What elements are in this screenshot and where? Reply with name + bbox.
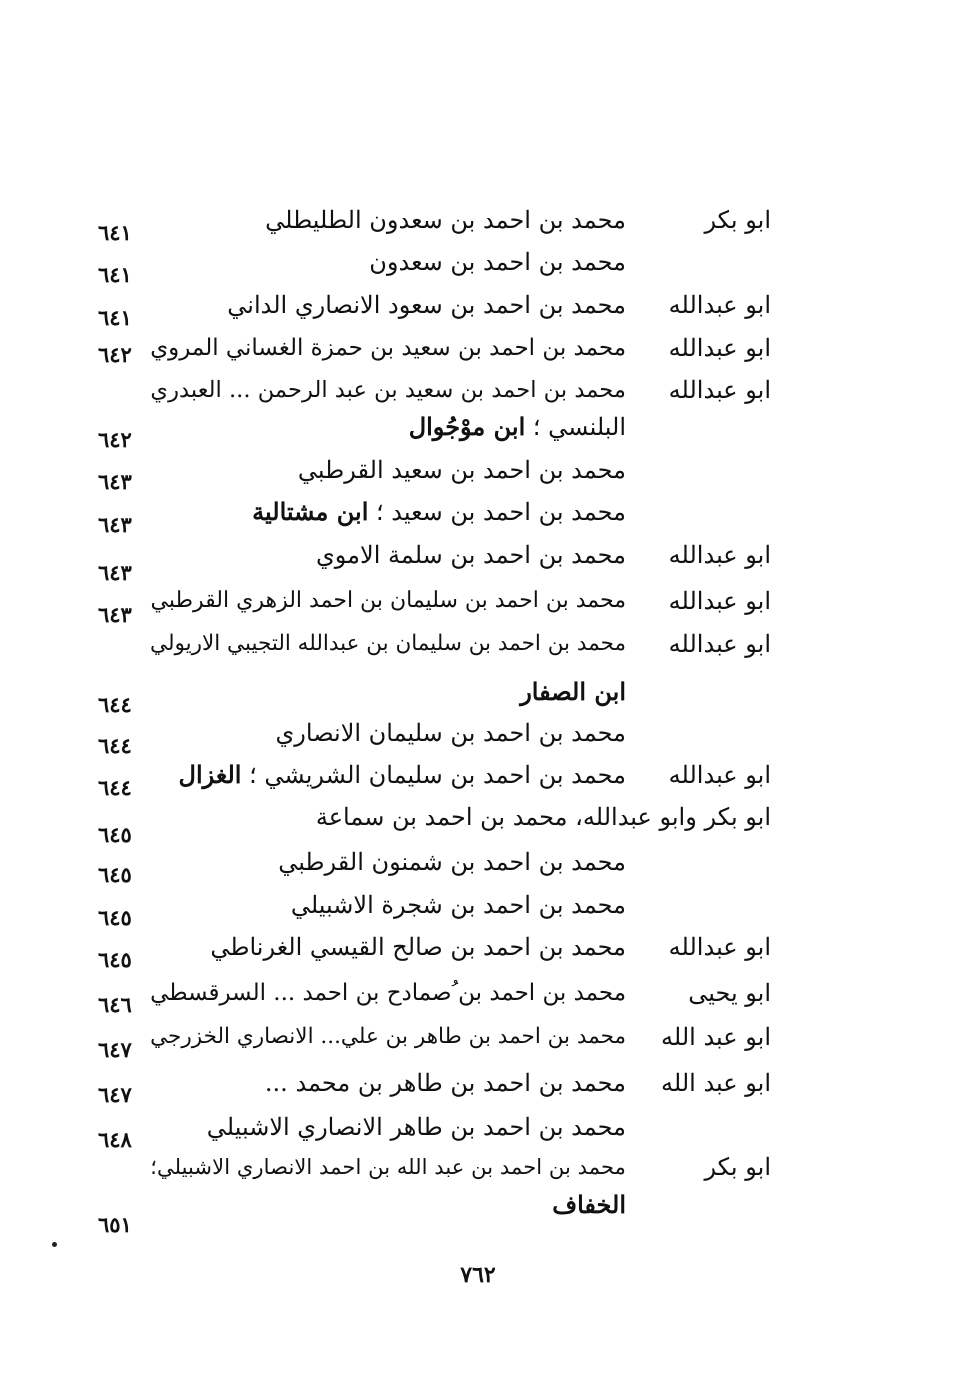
- entry-kunya: ابو يحيى: [688, 979, 771, 1007]
- entry-name: [520, 677, 626, 707]
- stray-dot: [52, 1242, 57, 1247]
- entry-kunya: ابو عبدالله: [668, 291, 771, 319]
- entry-laqab: الخفاف: [552, 1190, 626, 1219]
- entry-name-text: محمد بن احمد بن سعيد بن حمزة الغساني المروي: [150, 335, 626, 361]
- entry-name-text: محمد بن احمد بن سعدون: [369, 248, 626, 276]
- entry-name-text: محمد بن احمد بن سعيد بن عبد الرحمن ... العبدري: [150, 377, 626, 403]
- entry-page-number: ٦٤٧: [98, 1037, 132, 1062]
- entry-name-text: محمد بن احمد بن طاهر بن علي... الانصاري الخزرجي: [150, 1024, 626, 1049]
- entry-name: [278, 847, 626, 877]
- entry-name: [409, 412, 626, 442]
- entry-name-text: محمد بن احمد بن طاهر الانصاري الاشبيلي: [206, 1113, 626, 1141]
- entry-name: [298, 455, 626, 485]
- entry-name: [265, 205, 626, 235]
- entry-name: [552, 1190, 626, 1220]
- entry-kunya: ابو عبدالله: [668, 933, 771, 961]
- entry-page-number: ٦٤٢: [98, 342, 132, 367]
- entry-name-text: محمد بن احمد بن شمنون القرطبي: [278, 848, 626, 876]
- entry-name: [369, 247, 626, 277]
- entry-kunya: ابو بكر: [704, 1153, 771, 1181]
- entry-page-number: ٦٤٧: [98, 1082, 132, 1107]
- entry-name: [150, 375, 626, 405]
- entry-name: [291, 890, 626, 920]
- entry-name-text: البلنسي ؛: [532, 413, 626, 441]
- entry-page-number: ٦٥١: [98, 1212, 132, 1237]
- entry-name-text: محمد بن احمد بن سليمان بن عبدالله التجيبي الاريولي: [150, 631, 626, 656]
- entry-kunya: ابو عبد الله: [661, 1023, 771, 1051]
- entry-page-number: ٦٤٣: [98, 560, 132, 585]
- entry-page-number: ٦٤١: [98, 262, 132, 287]
- entry-page-number: ٦٤٦: [98, 992, 132, 1017]
- entry-page-number: ٦٤١: [98, 305, 132, 330]
- entry-page-number: ٦٤٥: [98, 947, 132, 972]
- entry-name: [150, 1152, 626, 1182]
- entry-name: [227, 290, 626, 320]
- entry-kunya: ابو عبدالله: [668, 376, 771, 404]
- entry-kunya: ابو بكر وابو عبدالله، محمد بن احمد بن سماعة: [315, 803, 771, 831]
- entry-name: [150, 333, 626, 363]
- entry-name: [150, 586, 626, 616]
- entry-kunya: ابو عبدالله: [668, 761, 771, 789]
- entry-name: [252, 497, 626, 527]
- entry-page-number: ٦٤٤: [98, 733, 132, 758]
- entry-kunya: ابو بكر: [704, 206, 771, 234]
- entry-name-text: محمد بن احمد بن سعيد ؛: [376, 498, 626, 526]
- entry-name-text: محمد بن احمد بن طاهر بن محمد ...: [264, 1069, 626, 1097]
- entry-name-text: محمد بن احمد بن سعود الانصاري الداني: [227, 291, 626, 319]
- entry-name-text: محمد بن احمد بن سلمة الاموي: [315, 541, 626, 569]
- entry-page-number: ٦٤٣: [98, 469, 132, 494]
- entry-page-number: ٦٤١: [98, 220, 132, 245]
- entry-kunya: ابو عبدالله: [668, 334, 771, 362]
- entry-name: [210, 932, 626, 962]
- entry-page-number: ٦٤٣: [98, 512, 132, 537]
- entry-name: [316, 540, 626, 570]
- entry-name: [150, 1022, 626, 1052]
- entry-name: [276, 718, 626, 748]
- entry-laqab: ابن الصفار: [520, 677, 626, 706]
- entry-kunya: ابو عبد الله: [661, 1069, 771, 1097]
- entry-laqab: الغزال: [178, 760, 242, 789]
- entry-name-text: محمد بن احمد بن سليمان الشريشي ؛: [249, 761, 626, 789]
- entry-name-text: محمد بن احمد بن سعيد القرطبي: [297, 456, 626, 484]
- entry-laqab: ابن موْجُوال: [408, 412, 526, 441]
- page-number: ٧٦٢: [460, 1262, 496, 1288]
- entry-page-number: ٦٤٤: [98, 692, 132, 717]
- entry-name-text: محمد بن احمد بن صالح القيسي الغرناطي: [210, 933, 626, 961]
- entry-name: [179, 760, 626, 790]
- entry-page-number: ٦٤٢: [98, 427, 132, 452]
- entry-name-text: محمد بن احمد بن سعدون الطليطلي: [265, 206, 626, 234]
- entry-page-number: ٦٤٤: [98, 775, 132, 800]
- entry-name: [207, 1112, 626, 1142]
- entry-kunya: ابو عبدالله: [668, 541, 771, 569]
- entry-name: [150, 978, 626, 1008]
- entry-laqab: ابن مشتالية: [252, 497, 369, 526]
- entry-name-text: محمد بن احمد بن ُصمادح بن احمد ... السرقسطي: [150, 980, 626, 1006]
- entry-kunya: ابو عبدالله: [668, 630, 771, 658]
- entry-page-number: ٦٤٣: [98, 602, 132, 627]
- entry-name: [265, 1068, 626, 1098]
- entry-page-number: ٦٤٥: [98, 822, 132, 847]
- entry-name-text: محمد بن احمد بن عبد الله بن احمد الانصاري الاشبيلي؛: [150, 1154, 626, 1179]
- entry-page-number: ٦٤٨: [98, 1127, 132, 1152]
- entry-page-number: ٦٤٥: [98, 905, 132, 930]
- entry-name-text: محمد بن احمد بن شجرة الاشبيلي: [290, 891, 626, 919]
- entry-name-text: محمد بن احمد بن سليمان الانصاري: [275, 719, 626, 747]
- entry-name-text: محمد بن احمد بن سليمان بن احمد الزهري القرطبي: [150, 588, 626, 613]
- entry-page-number: ٦٤٥: [98, 862, 132, 887]
- entry-kunya: ابو عبدالله: [668, 587, 771, 615]
- entry-name: [150, 629, 626, 659]
